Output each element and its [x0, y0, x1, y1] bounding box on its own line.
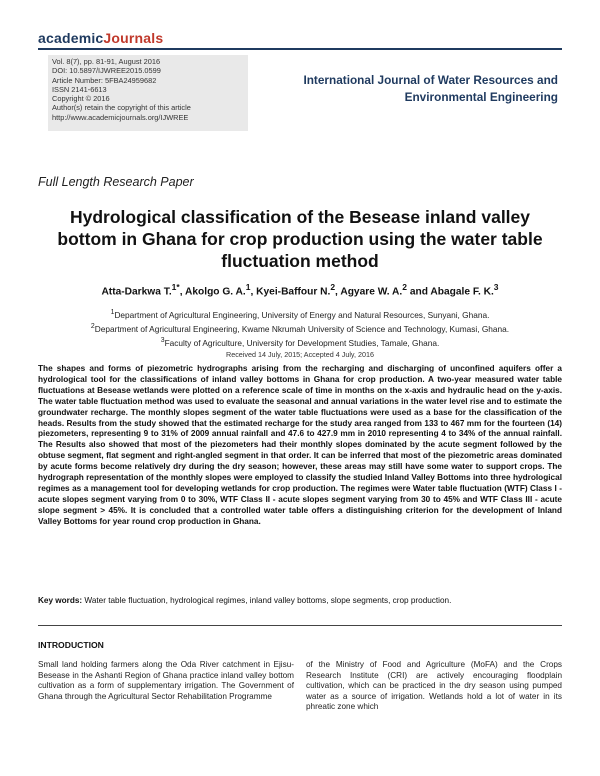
info-rights: Author(s) retain the copyright of this article: [52, 103, 191, 113]
header-rule: [38, 48, 562, 50]
keywords-label: Key words:: [38, 596, 83, 605]
info-copyright: Copyright © 2016: [52, 94, 110, 104]
info-url[interactable]: http://www.academicjournals.org/IJWREE: [52, 112, 189, 122]
author: Agyare W. A.: [340, 286, 403, 298]
publisher-logo: academicJournals: [38, 30, 164, 46]
info-article-number: Article Number: 5FBA24959682: [52, 75, 157, 85]
body-column-left: Small land holding farmers along the Oda River catchment in Ejisu-Besease in the Ashanti Region of Ghana practice inland valley bottom cultivation as a form of supplementary irrigation. The Government of Ghana through the Agricultural Sector Rehabilitation Programme: [38, 660, 294, 701]
affiliations: [38, 307, 562, 348]
received-accepted-dates: Received 14 July, 2015; Accepted 4 July, 2016: [226, 350, 374, 359]
info-volume: Vol. 8(7), pp. 81-91, August 2016: [52, 57, 161, 66]
affiliation: $^3$Faculty of Agriculture, University for Development Studies, Tamale, Ghana.: [160, 336, 440, 348]
author: Akolgo G. A.: [185, 286, 246, 298]
paper-title: Hydrological classification of the Besease inland valley bottom in Ghana for crop production using the water table fluctuation method: [57, 207, 543, 271]
section-heading: INTRODUCTION: [38, 640, 104, 650]
section-divider: [38, 625, 562, 626]
journal-name: International Journal of Water Resources and Environmental Engineering: [303, 73, 558, 104]
keywords: Key words: Water table fluctuation, hydrological regimes, inland valley bottoms, slope segments, crop production.: [38, 596, 452, 605]
author-list: Atta-Darkwa T.$^{1*}$, Akolgo G. A.$^1$, Kyei-Baffour N.$^2$, Agyare W. A.$^2$ and Abagale F. K.$^3$: [101, 282, 499, 298]
info-issn: ISSN 2141-6613: [52, 84, 107, 94]
abstract: The shapes and forms of piezometric hydrographs arising from the recharging and discharging of unconfined aquifers offer a hydrological tool for the classifications of inland valley bottoms in Ghana for crop production. A two-year measured water table fluctuations at Besease wetlands were plotted on a reference scale of time in months on the x-axis and hydraulic head on the y-axis. The water table fluctuation method was used to evaluate the seasonal and annual variations in the water level rise and to estimate the groundwater recharge. The monthly slopes segment of the water table fluctuations were used as a base for the classification of the heads. Results from the study showed that the estimated recharge for the study area ranged from 133 to 467 mm for the fourteen (14) piezometers, representing 9 to 31% of 2009 annual rainfall and 47.6 to 427.9 mm in 2010 representing 4 to 34% of the annual rainfall. The Results also showed that most of the piezometers had their monthly slopes dominated by the acute segment followed by the obtuse segment, flat segment and right-angled segment in that order. It can be inferred that most of the piezometric areas dominated by acute forms become relatively dry during the dry season; however, these areas may still have some water to support crops. The hydrograph representation of the monthly slopes were employed to classify the studied Inland Valley Bottoms into three hydrological regimes as a management tool for developing wetlands for crop production. The regimes were Water table fluctuation (WTF) Class I - acute slopes segment varying from 0 to 30%, WTF Class II - acute slopes segment varying from 30 to 45% and WTF Class III - acute slope segment > 45%. It is concluded that a controlled water table offers a distinguishing criterion for the development of Inland Valley Bottoms for year round crop production in Ghana.: [38, 364, 563, 526]
paper-type: Full Length Research Paper: [38, 175, 194, 189]
body-column-right: of the Ministry of Food and Agriculture (MoFA) and the Crops Research Institute (CRI) are actively encouraging floodplain cultivation, which can be practiced in the dry season using pumped water as a source of irrigation. Wetlands hold a lot of water in its phreatic zone which: [306, 660, 562, 712]
author: Kyei-Baffour N.: [256, 286, 331, 298]
article-info-box: [48, 55, 248, 131]
author: Atta-Darkwa T.: [101, 286, 172, 298]
affiliation: $^2$Department of Agricultural Engineering, Kwame Nkrumah University of Science and Technology, Kumasi, Ghana.: [90, 322, 510, 334]
info-doi: DOI: 10.5897/IJWREE2015.0599: [52, 66, 161, 76]
affiliation: $^1$Department of Agricultural Engineering, University of Energy and Natural Resources, Sunyani, Ghana.: [110, 309, 490, 320]
author: Abagale F. K.: [430, 286, 494, 298]
